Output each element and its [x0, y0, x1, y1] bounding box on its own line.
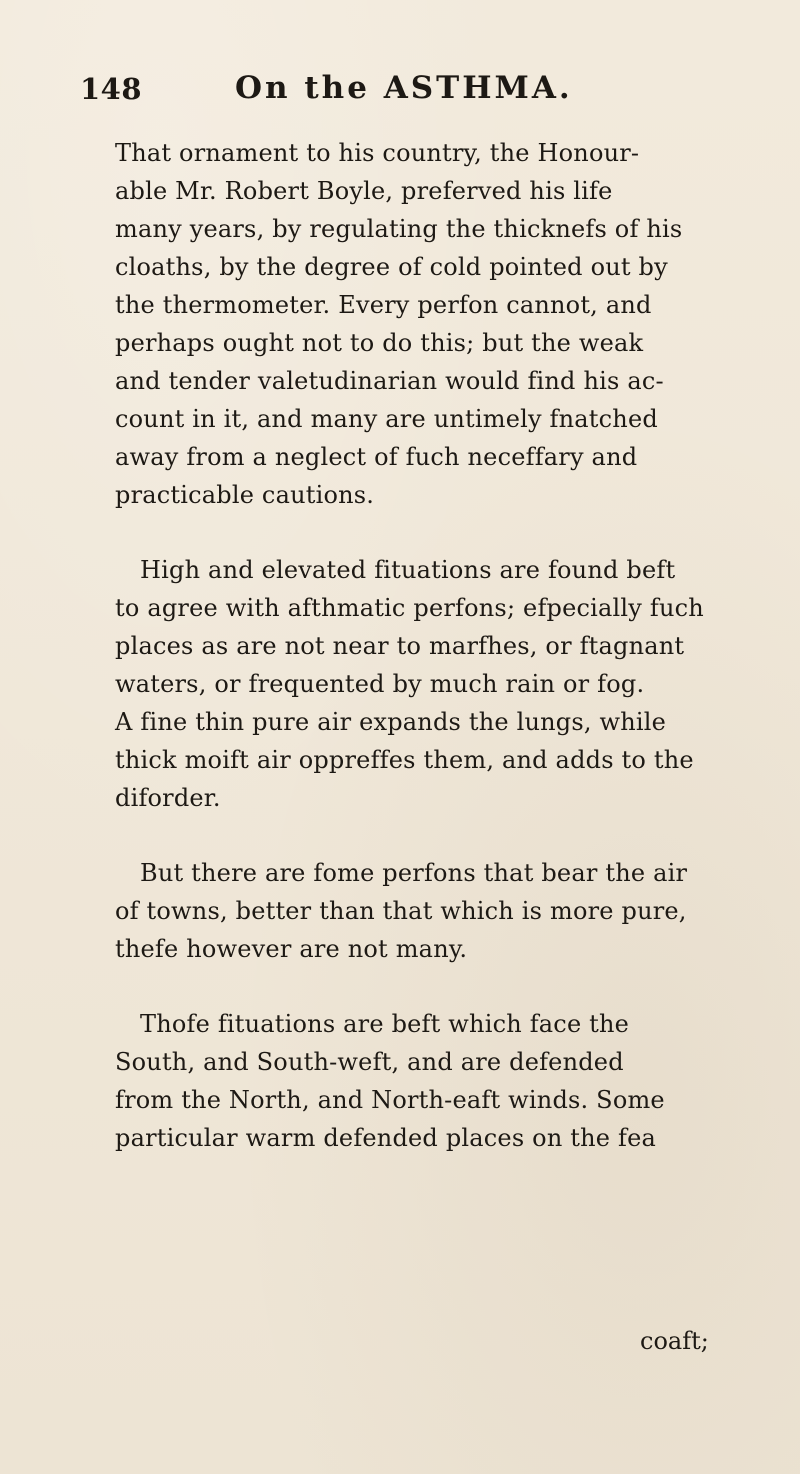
text-line: cloaths, by the degree of cold pointed out by — [115, 253, 668, 281]
text-line: many years, by regulating the thicknefs of his — [115, 215, 683, 243]
text-line: diforder. — [115, 784, 221, 812]
text-line: particular warm defended places on the fea — [115, 1124, 657, 1152]
text-line: count in it, and many are untimely fnatched — [115, 405, 658, 433]
body-text — [115, 134, 735, 1157]
text-line: perhaps ought not to do this; but the weak — [115, 329, 644, 357]
text-line: to agree with afthmatic perfons; efpecially fuch — [115, 594, 704, 622]
text-line: practicable cautions. — [115, 481, 375, 509]
paragraph — [115, 551, 735, 817]
text-line: away from a neglect of fuch neceffary and — [115, 443, 638, 471]
text-line: and tender valetudinarian would find his ac- — [115, 367, 664, 395]
text-line: from the North, and North-eaft winds. Some — [115, 1086, 665, 1114]
text-line: That ornament to his country, the Honour- — [115, 139, 640, 167]
text-line: thefe however are not many. — [115, 935, 468, 963]
paragraph — [115, 134, 735, 514]
text-line: waters, or frequented by much rain or fog. — [115, 670, 645, 698]
text-line: the thermometer. Every perfon cannot, and — [115, 291, 652, 319]
text-line: Thofe fituations are beft which face the — [140, 1010, 630, 1038]
paragraph — [115, 854, 735, 968]
paragraph — [115, 1005, 735, 1157]
text-line: thick moift air oppreffes them, and adds to the — [115, 746, 694, 774]
text-line: of towns, better than that which is more pure, — [115, 897, 687, 925]
text-line: A fine thin pure air expands the lungs, while — [115, 708, 667, 736]
text-line: South, and South-weft, and are defended — [115, 1048, 624, 1076]
text-line: High and elevated fituations are found beft — [140, 556, 676, 584]
text-line: But there are fome perfons that bear the air — [140, 859, 688, 887]
catchword: coaft; — [640, 1327, 709, 1355]
running-title: On the ASTHMA. — [235, 70, 573, 106]
page-header — [80, 72, 720, 112]
page-number: 148 — [80, 72, 143, 106]
text-line: able Mr. Robert Boyle, preferved his life — [115, 177, 613, 205]
text-line: places as are not near to marfhes, or ftagnant — [115, 632, 685, 660]
